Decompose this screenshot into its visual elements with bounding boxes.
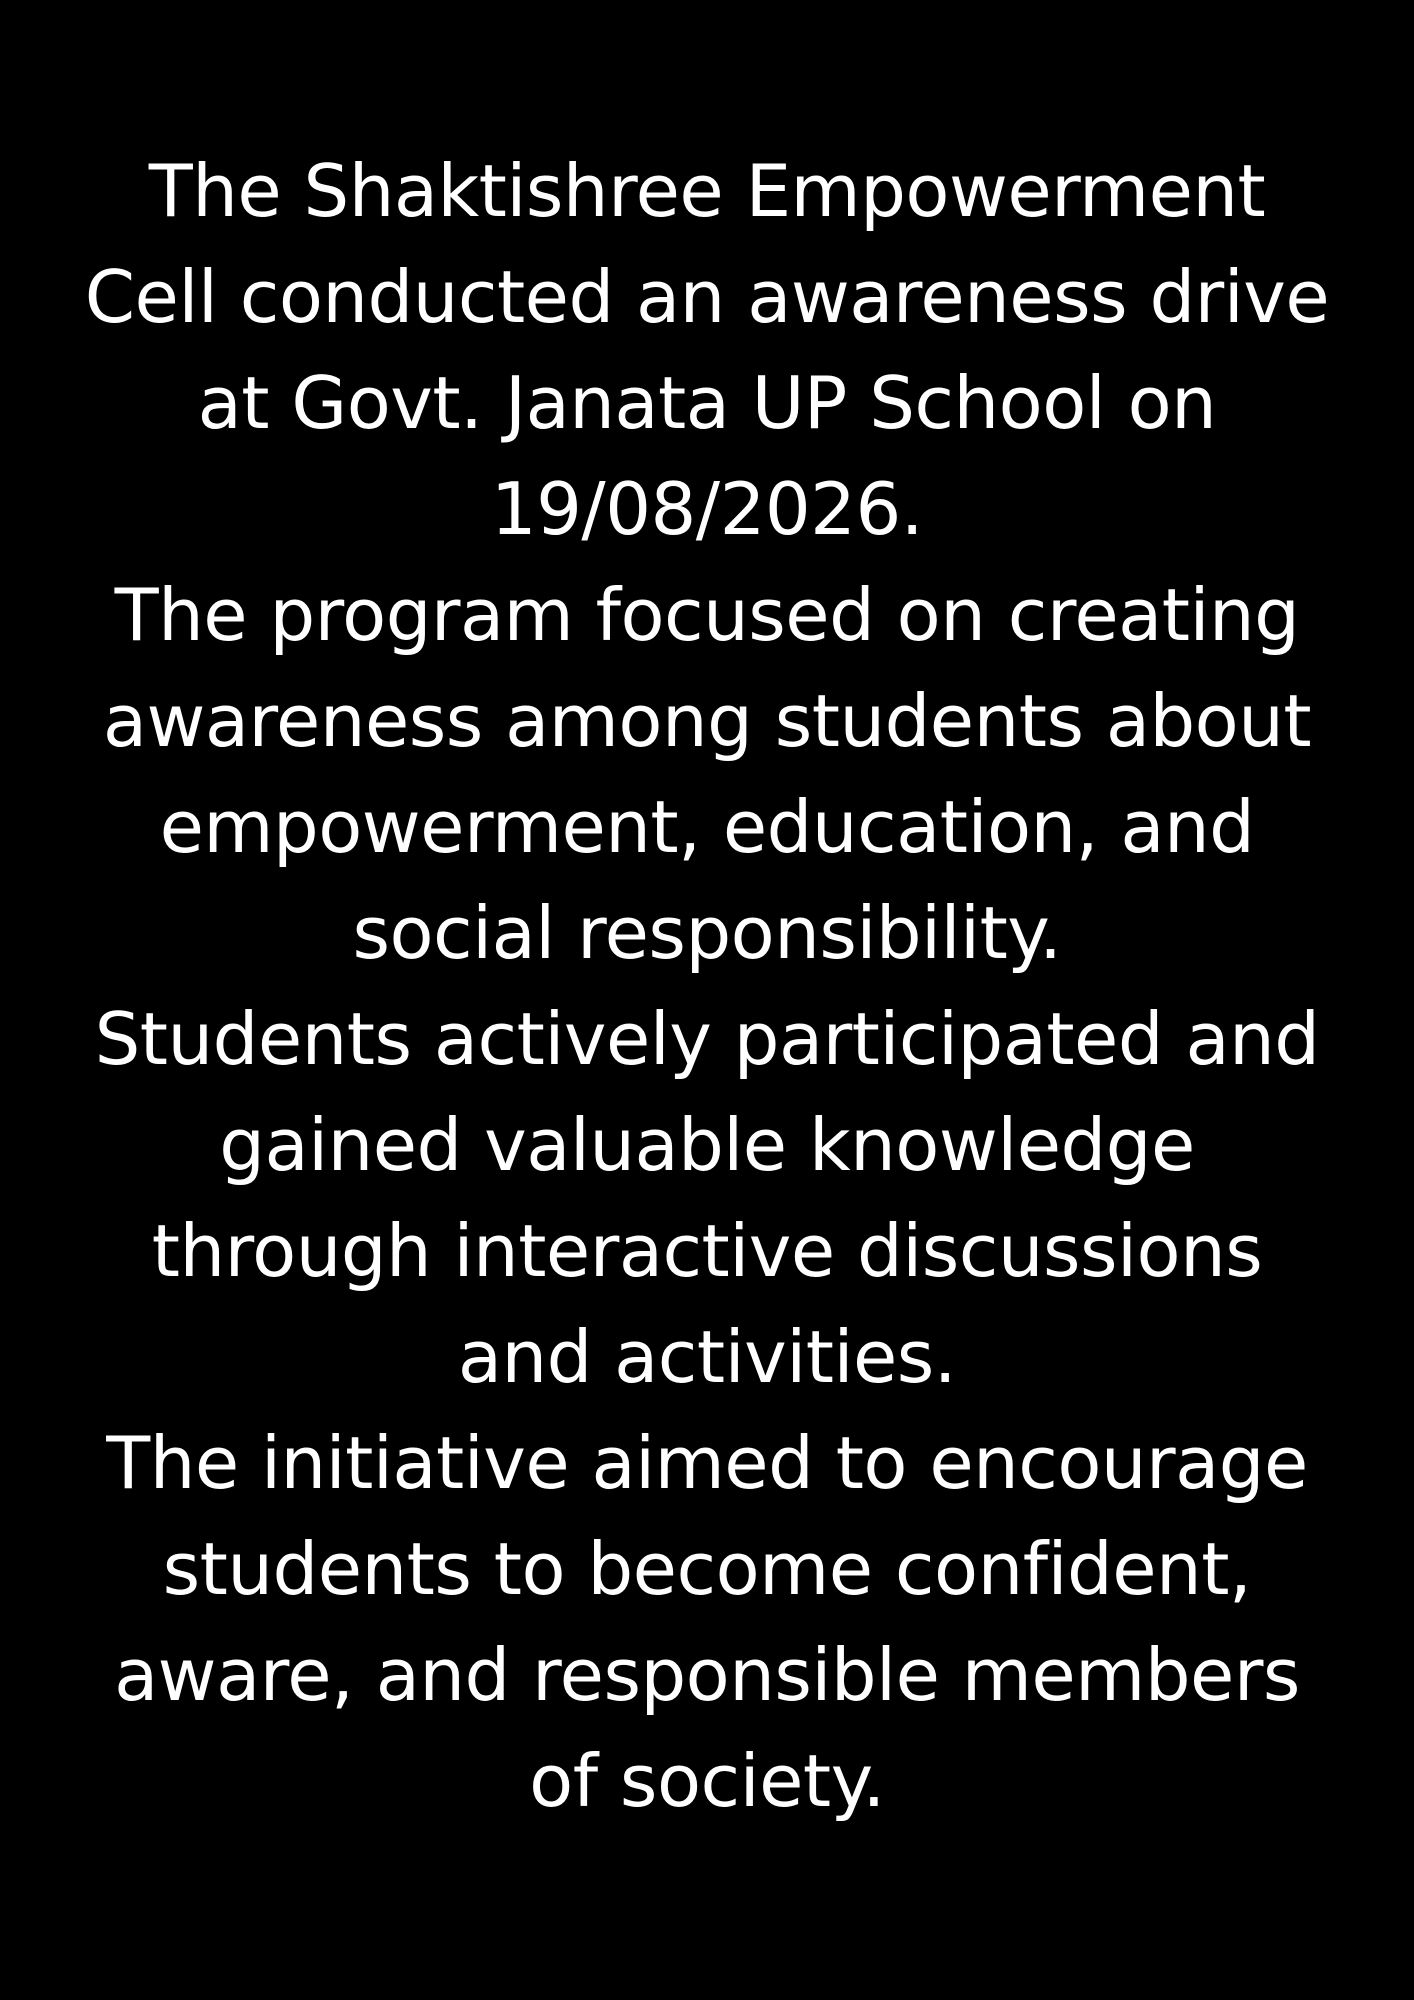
paragraph-intro: The Shaktishree Empowerment Cell conducted an awareness drive at Govt. Janata UP School on 19/08/2026. [84, 149, 1330, 551]
paragraph-program-focus: The program focused on creating awareness among students about empowerment, education, and social responsibility. [102, 573, 1312, 975]
paragraph-participation: Students actively participated and gained valuable knowledge through interactive discussions and activities. [94, 997, 1320, 1399]
paragraph-initiative-aim: The initiative aimed to encourage students to become confident, aware, and responsible members of society. [106, 1421, 1308, 1823]
document-body [80, 138, 1334, 1834]
